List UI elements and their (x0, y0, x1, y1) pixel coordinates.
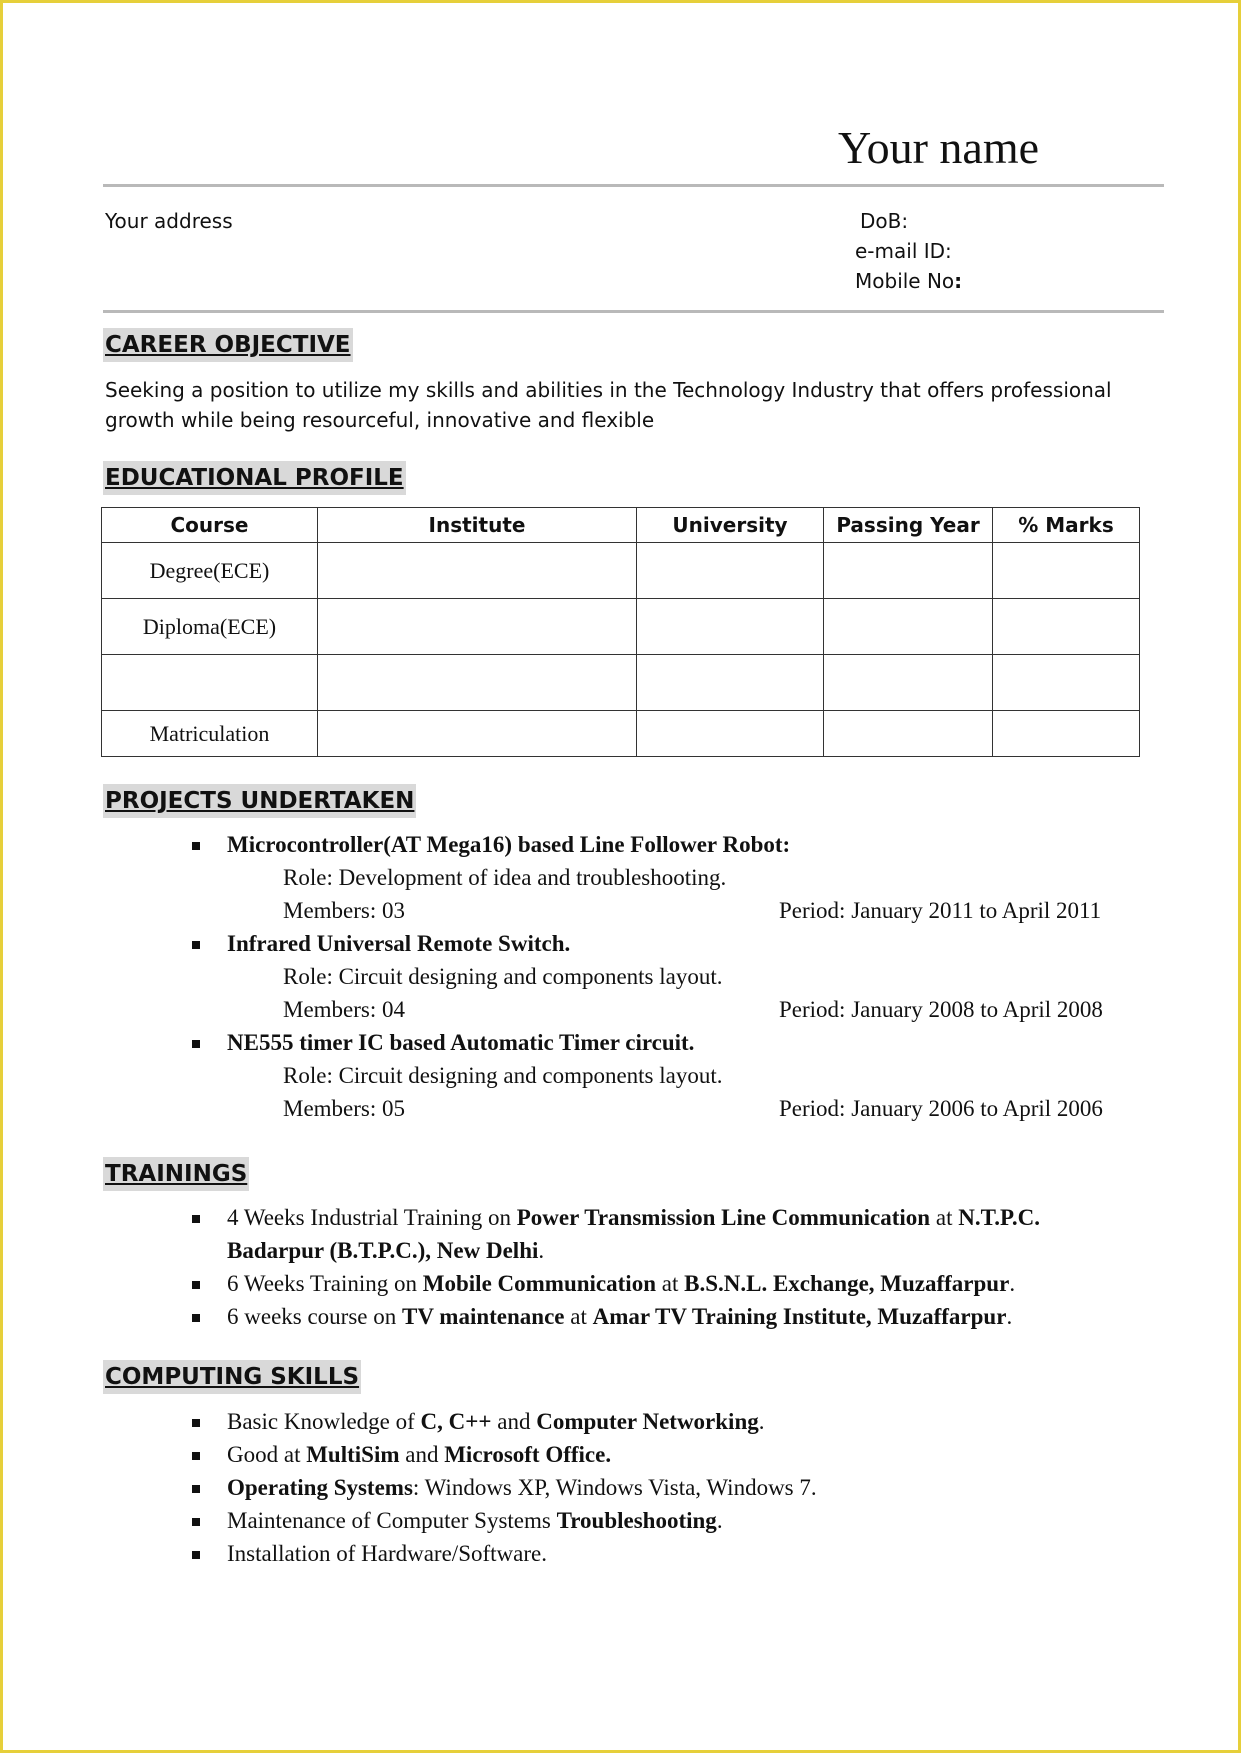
skill-text: . (716, 1508, 723, 1533)
table-cell (102, 655, 318, 711)
bullet-icon (192, 1518, 200, 1526)
column-header-university: University (637, 508, 824, 543)
skill-item (227, 1407, 765, 1437)
training-text: at (930, 1205, 959, 1230)
skill-item (227, 1473, 817, 1503)
bullet-icon (192, 1551, 200, 1559)
training-text: at (656, 1271, 685, 1296)
bullet-icon (192, 941, 200, 949)
training-item (227, 1302, 1012, 1332)
table-cell (824, 543, 993, 599)
column-header-passing-year: Passing Year (824, 508, 993, 543)
skill-emphasis: Troubleshooting (556, 1508, 717, 1533)
computing-skills-heading: COMPUTING SKILLS (103, 1360, 361, 1394)
projects-heading: PROJECTS UNDERTAKEN (103, 784, 416, 818)
training-text: at (564, 1304, 593, 1329)
table-cell (993, 711, 1140, 757)
career-objective-line: Seeking a position to utilize my skills and abilities in the Technology Industry that offers professional (105, 378, 1112, 402)
skill-emphasis: Microsoft Office. (444, 1442, 612, 1467)
education-table (101, 507, 1140, 757)
table-cell (993, 655, 1140, 711)
career-objective-heading: CAREER OBJECTIVE (103, 328, 353, 362)
project-members: Members: 03 (283, 898, 406, 923)
bullet-icon (192, 1040, 200, 1048)
bullet-icon (192, 1314, 200, 1322)
column-header-course: Course (102, 508, 318, 543)
project-members: Members: 05 (283, 1096, 406, 1121)
table-header-row (102, 508, 1140, 543)
column-header-marks: % Marks (993, 508, 1140, 543)
bullet-icon (192, 1485, 200, 1493)
skill-text: Basic Knowledge of (227, 1409, 421, 1434)
project-role: Role: Circuit designing and components layout. (283, 1063, 723, 1088)
project-period: Period: January 2008 to April 2008 (779, 997, 1103, 1022)
training-place: Amar TV Training Institute, Muzaffarpur (592, 1304, 1007, 1329)
training-topic: Mobile Communication (422, 1271, 656, 1296)
skill-emphasis: Computer Networking (536, 1409, 759, 1434)
table-cell (318, 711, 637, 757)
training-topic: Power Transmission Line Communication (516, 1205, 931, 1230)
training-item-continued (227, 1236, 544, 1266)
bullet-icon (192, 1419, 200, 1427)
training-text: 4 Weeks Industrial Training on (227, 1205, 517, 1230)
skill-text: Good at (227, 1442, 307, 1467)
table-cell (824, 599, 993, 655)
bullet-icon (192, 1452, 200, 1460)
skill-text: : Windows XP, Windows Vista, Windows 7. (412, 1475, 817, 1500)
skill-emphasis: MultiSim (306, 1442, 400, 1467)
trainings-heading: TRAININGS (103, 1157, 249, 1191)
skill-item (227, 1506, 723, 1536)
project-role: Role: Development of idea and troubleshooting. (283, 865, 727, 890)
dob-label: DoB: (860, 209, 909, 233)
project-members: Members: 04 (283, 997, 406, 1022)
training-place: B.S.N.L. Exchange, Muzaffarpur (684, 1271, 1010, 1296)
table-row (102, 655, 1140, 711)
table-cell: Matriculation (102, 711, 318, 757)
training-place: N.T.P.C. (958, 1205, 1041, 1230)
table-cell (637, 599, 824, 655)
table-cell (993, 599, 1140, 655)
training-text: . (538, 1238, 545, 1263)
mobile-label-colon: : (954, 269, 963, 293)
training-text: . (1009, 1271, 1016, 1296)
table-cell (993, 543, 1140, 599)
header-divider-top (103, 184, 1164, 187)
table-cell: Diploma(ECE) (102, 599, 318, 655)
project-period: Period: January 2006 to April 2006 (779, 1096, 1103, 1121)
skill-text: and (491, 1409, 537, 1434)
table-cell (824, 711, 993, 757)
table-cell (637, 711, 824, 757)
training-text: 6 Weeks Training on (227, 1271, 423, 1296)
training-topic: TV maintenance (402, 1304, 565, 1329)
skill-item (227, 1440, 611, 1470)
address-label: Your address (105, 209, 233, 233)
table-row (102, 543, 1140, 599)
career-objective-text (105, 375, 1165, 435)
training-item (227, 1203, 1040, 1233)
mobile-label-text: Mobile No (855, 269, 955, 293)
candidate-name: Your name (838, 122, 1040, 173)
table-cell (318, 655, 637, 711)
skill-text: . (758, 1409, 765, 1434)
training-text: . (1006, 1304, 1013, 1329)
table-cell (318, 543, 637, 599)
skill-text: and (399, 1442, 445, 1467)
table-row (102, 599, 1140, 655)
project-title: Infrared Universal Remote Switch. (227, 931, 571, 956)
bullet-icon (192, 1281, 200, 1289)
table-row (102, 711, 1140, 757)
bullet-icon (192, 1215, 200, 1223)
email-label: e-mail ID: (855, 239, 952, 263)
bullet-icon (192, 842, 200, 850)
table-cell (824, 655, 993, 711)
header-divider-bottom (103, 310, 1164, 313)
training-text: 6 weeks course on (227, 1304, 403, 1329)
column-header-institute: Institute (318, 508, 637, 543)
career-objective-line: growth while being resourceful, innovative and flexible (105, 408, 655, 432)
project-period: Period: January 2011 to April 2011 (779, 898, 1102, 923)
mobile-label (855, 266, 962, 296)
training-place: Badarpur (B.T.P.C.), New Delhi (227, 1238, 539, 1263)
skill-emphasis: C, C++ (420, 1409, 492, 1434)
project-title: Microcontroller(AT Mega16) based Line Follower Robot: (227, 832, 791, 857)
table-cell (637, 543, 824, 599)
skill-item (227, 1539, 547, 1569)
educational-profile-heading: EDUCATIONAL PROFILE (103, 461, 406, 495)
skill-emphasis: Operating Systems (227, 1475, 413, 1500)
training-item (227, 1269, 1015, 1299)
table-cell: Degree(ECE) (102, 543, 318, 599)
table-cell (318, 599, 637, 655)
skill-text: Maintenance of Computer Systems (227, 1508, 557, 1533)
table-cell (637, 655, 824, 711)
project-role: Role: Circuit designing and components layout. (283, 964, 723, 989)
project-title: NE555 timer IC based Automatic Timer circuit. (227, 1030, 695, 1055)
skill-text: Installation of Hardware/Software. (227, 1541, 547, 1566)
